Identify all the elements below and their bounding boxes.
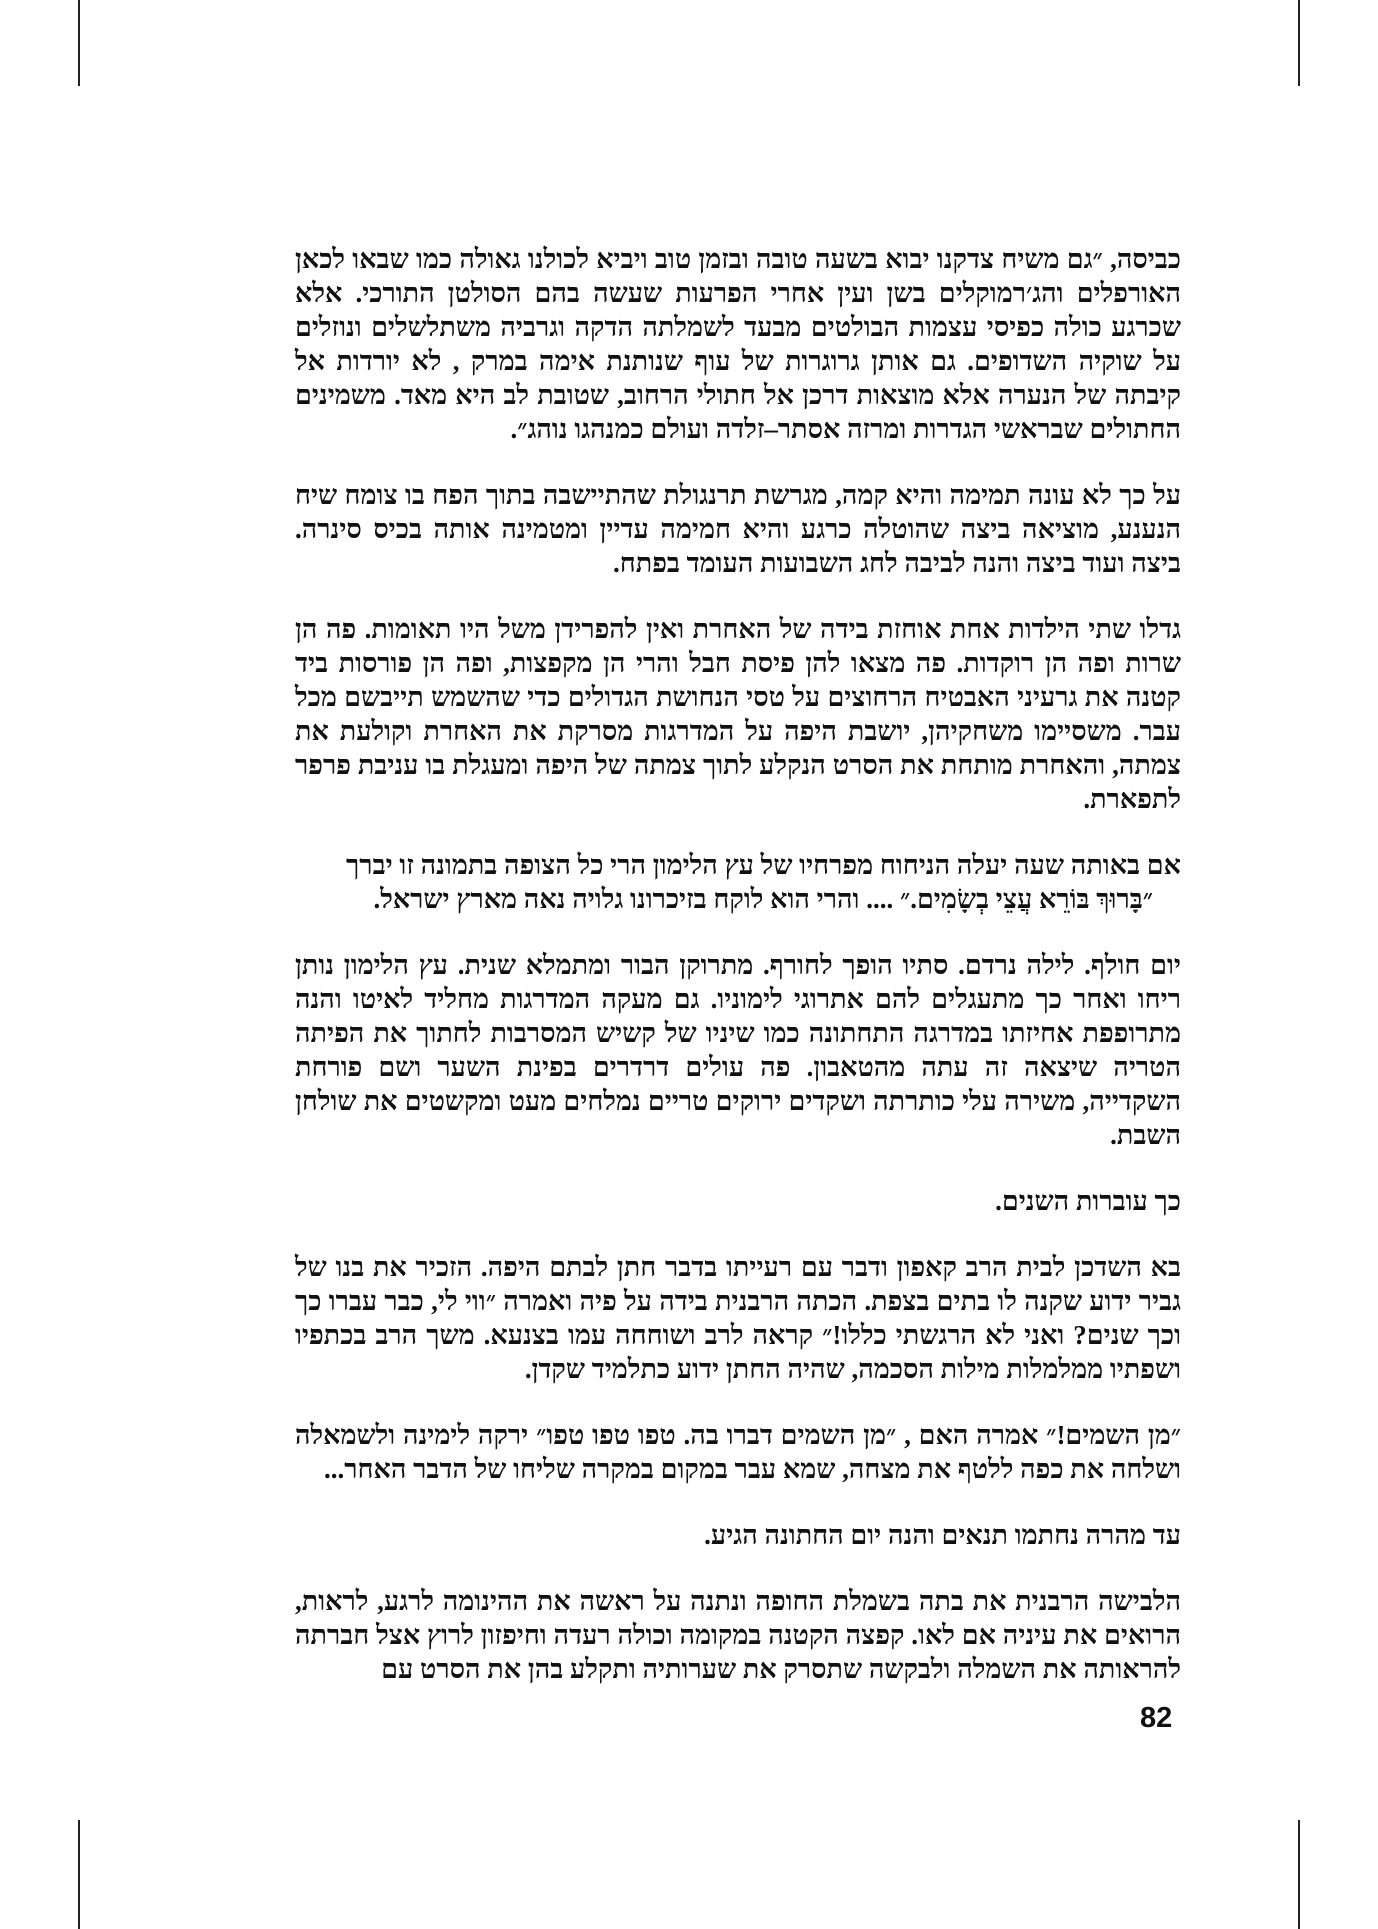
paragraph: על כך לא עונה תמימה והיא קמה, מגרשת תרנגולת שהתיישבה בתוך הפח בו צומח שיח הנענע, מוציאה ביצה שהוטלה כרגע והיא חמימה עדיין ומטמינה אותה בכיס סינרה. ביצה ועוד ביצה והנה לביבה לחג השבועות העומד בפתח. [295,480,1181,578]
quote-paragraph [295,848,1181,916]
paragraph: הלבישה הרבנית את בתה בשמלת החופה ונתנה על ראשה את ההינומה לרגע, לראות, הרואים את עיניה אם לאו. קפצה הקטנה במקומה וכולה רעדה וחיפזון לרוץ אצל חברתה להראותה את השמלה ולבקשה שתסרק את שערותיה ותקלע בהן את הסרט עם [295,1586,1181,1684]
crop-mark-top-left [78,0,80,86]
crop-mark-bottom-left [78,1820,80,1929]
crop-mark-bottom-right [1298,1820,1300,1929]
paragraph: יום חולף. לילה נרדם. סתיו הופך לחורף. מתרוקן הבור ומתמלא שנית. עץ הלימון נותן ריחו ואחר כך מתעגלים להם אתרוגי לימוניו. גם מעקה המדרגות מחליד לאיטו והנה מתרופפת אחיזתו במדרגה התחתונה כמו שיניו של קשיש המסרבות לחתוך את הפיתה הטריה שיצאה זה עתה מהטאבון. פה עולים דרדרים בפינת השער ושם פורחת השקדייה, משירה עלי כותרתה ושקדים ירוקים טריים נמלחים מעט ומקשטים את שולחן השבת. [295,950,1181,1150]
blessing-quote-line: ״בָּרוּךְ בּוֹרֵא עֲצֵי בְשָׂמִים.״ .... והרי הוא לוקח בזיכרונו גלויה נאה מארץ ישראל. [373,884,1153,914]
paragraph: עד מהרה נחתמו תנאים והנה יום החתונה הגיע. [704,1520,1181,1550]
body-text [295,242,1181,1718]
paragraph: בא השדכן לבית הרב קאפון ודבר עם רעייתו בדבר חתן לבתם היפה. הזכיר את בנו של גביר ידוע שקנה לו בתים בצפת. הכתה הרבנית בידה על פיה ואמרה ״ווי לי, כבר עברו כך וכך שנים? ואני לא הרגשתי כללו!״ קראה לרב ושוחחה עמו בצנעא. משך הרב בכתפיו ושפתיו ממלמלות מילות הסכמה, שהיה החתן ידוע כתלמיד שקדן. [295,1252,1181,1384]
paragraph: כביסה, ״גם משיח צדקנו יבוא בשעה טובה ובזמן טוב ויביא לכולנו גאולה כמו שבאו לכאן האורפלים והג׳רמוקלים בשן ועין אחרי הפרעות שעשה בהם הסולטן התורכי. אלא שכרגע כולה כפיסי עצמות הבולטים מבעד לשמלתה הדקה וגרביה משתלשלים ונוזלים על שוקיה השדופים. גם אותן גרוגרות של עוף שנותנת אימה במרק , לא יורדות אל קיבתה של הנערה אלא מוצאות דרכן אל חתולי הרחוב, שטובת לב היא מאד. משמינים החתולים שבראשי הגדרות ומרזה אסתר–זלדה ועולם כמנהגו נוהג״. [295,244,1181,444]
page-number: 82 [1140,1702,1173,1734]
paragraph: כך עוברות השנים. [995,1186,1181,1216]
quote-line-1: אם באותה שעה יעלה הניחוח מפרחיו של עץ הלימון הרי כל הצופה בתמונה זו יברך [346,850,1181,880]
paragraph: גדלו שתי הילדות אחת אוחזת בידה של האחרת ואין להפרידן משל היו תאומות. פה הן שרות ופה הן רוקדות. פה מצאו להן פיסת חבל והרי הן מקפצות, ופה הן פורסות ביד קטנה את גרעיני האבטיח הרחוצים על טסי הנחושת הגדולים כדי שהשמש תייבשם מכל עבר. משסיימו משחקיהן, יושבת היפה על המדרגות מסרקת את האחרת וקולעת את צמתה, והאחרת מותחת את הסרט הנקלע לתוך צמתה של היפה ומעגלת בו עניבת פרפר לתפארת. [295,614,1181,814]
crop-mark-top-right [1298,0,1300,86]
paragraph: ״מן השמים!״ אמרה האם , ״מן השמים דברו בה. טפו טפו טפו״ ירקה לימינה ולשמאלה ושלחה את כפה ללטף את מצחה, שמא עבר במקום במקרה שליחו של הדבר האחר... [295,1420,1181,1484]
